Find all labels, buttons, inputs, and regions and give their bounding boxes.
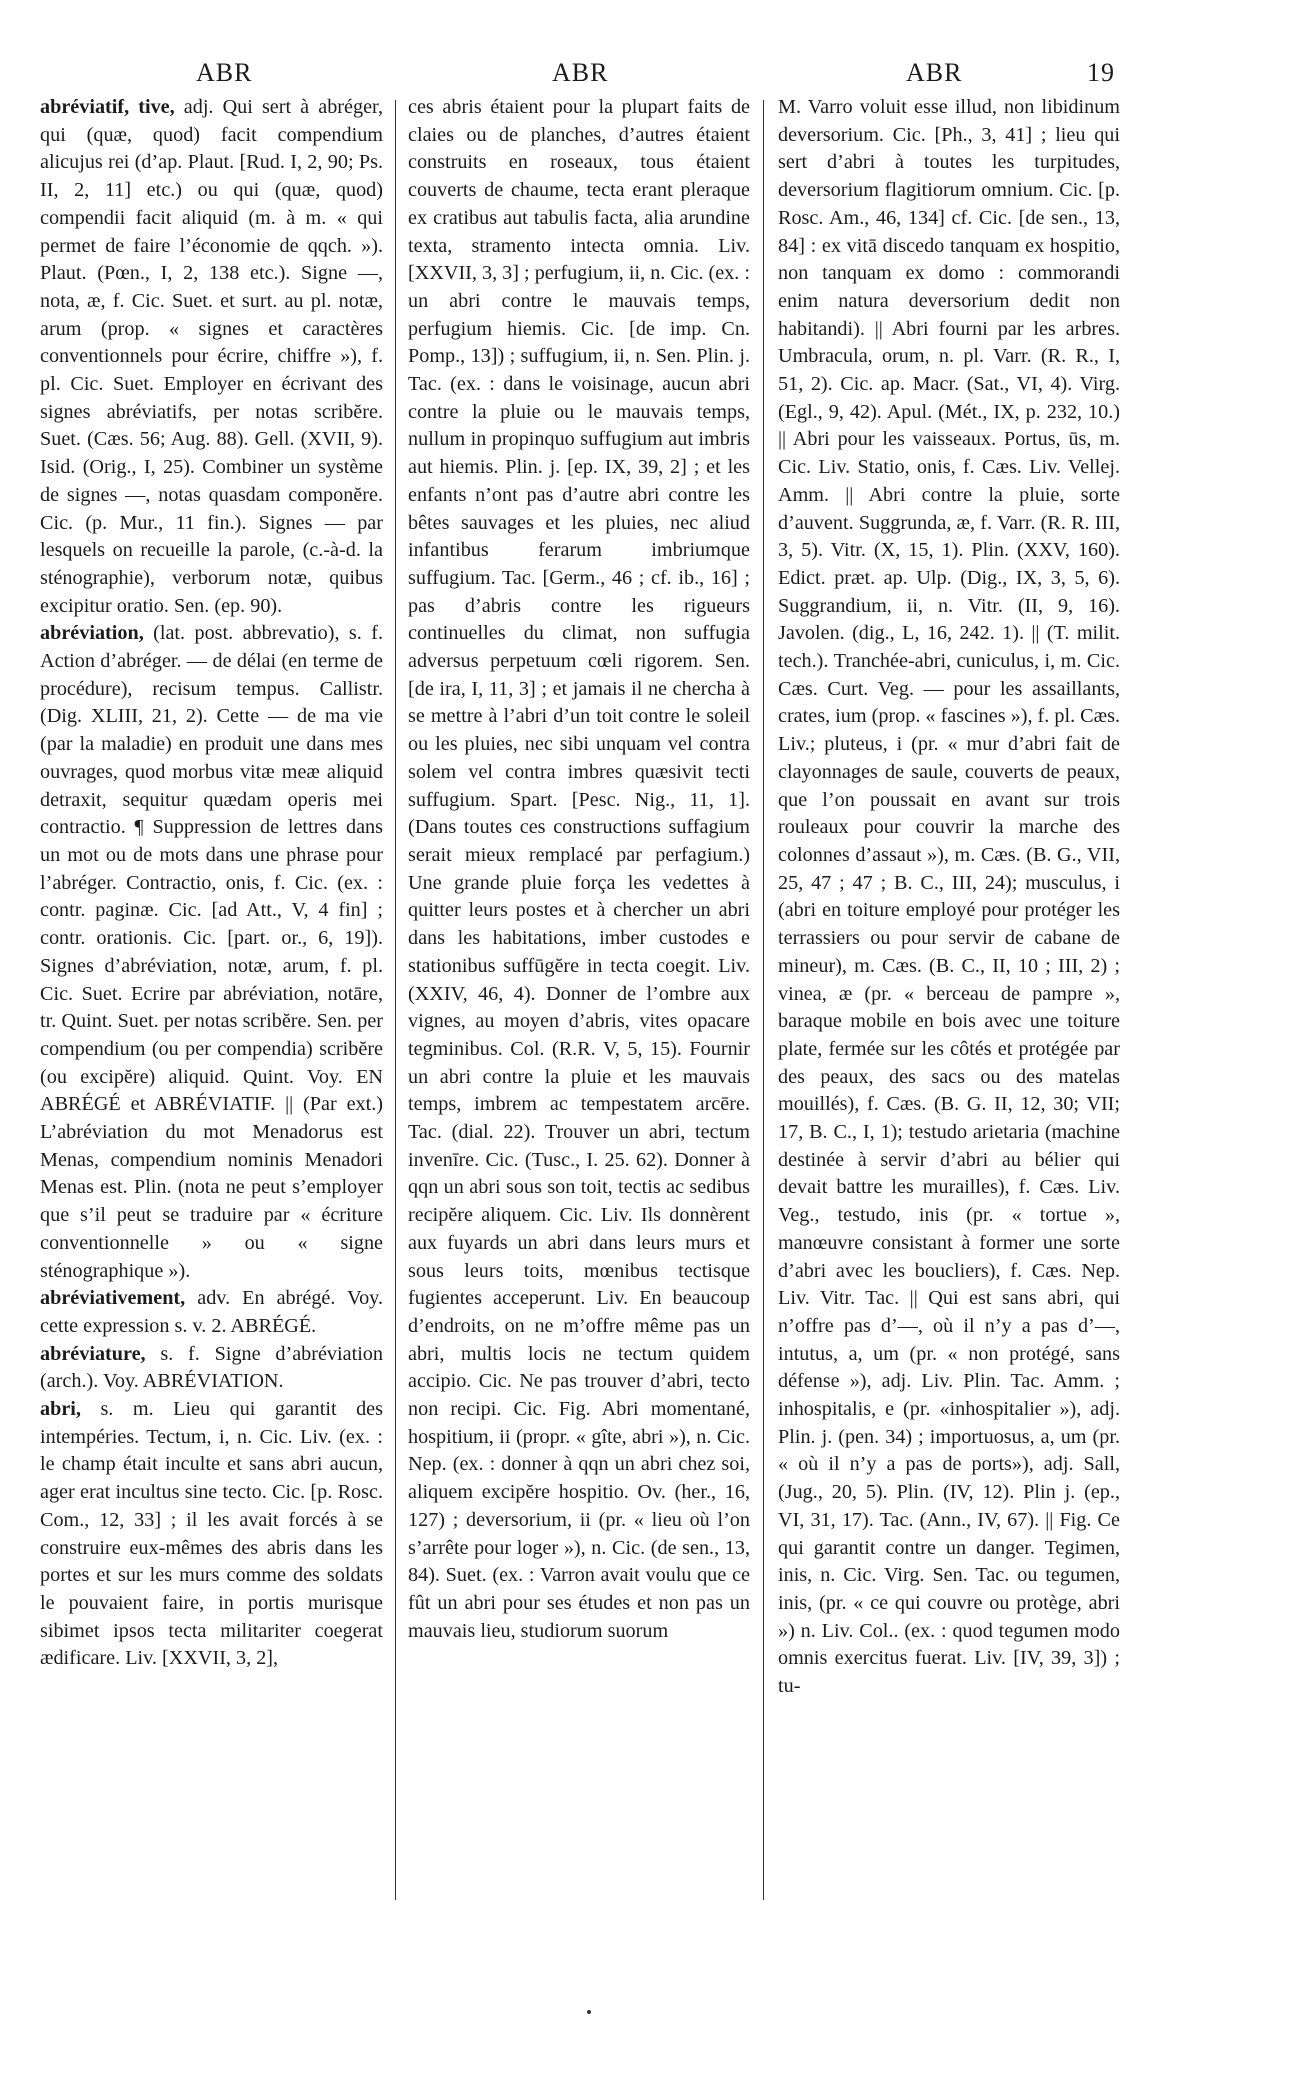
entry-headword: abréviation, <box>40 622 144 645</box>
dictionary-entry-continuation <box>778 94 1120 1701</box>
dictionary-entry <box>40 1285 383 1340</box>
page-number: 19 <box>1087 58 1115 87</box>
running-header-center: ABR <box>552 58 609 87</box>
column-rule <box>763 100 764 1900</box>
footer-dot <box>587 2010 591 2014</box>
entry-body: adj. Qui sert à abréger, qui (quæ, quod) facit compendium alicujus rei (d’ap. Plaut. [Rud. I, 2, 90; Ps. II, 2, 11] etc.) ou qui (quæ, quod) compendii facit aliquid (m. à m. « qui permet de faire l’économie de qqch. »). Plaut. (Pœn., I, 2, 138 etc.). Signe —, nota, æ, f. Cic. Suet. et surt. au pl. notæ, arum (prop. « signes et caractères conventionnels pour écrire, chiffre »), f. pl. Cic. Suet. Employer en écrivant des signes abréviatifs, per notas scribĕre. Suet. (Cæs. 56; Aug. 88). Gell. (XVII, 9). Isid. (Orig., I, 25). Combiner un système de signes —, notas quasdam componĕre. Cic. (p. Mur., 11 fin.). Signes — par lesquels on recueille la parole, (c.-à-d. la sténographie), verborum notæ, quibus excipitur oratio. Sen. (ep. 90). <box>40 96 383 617</box>
entry-headword: abréviature, <box>40 1342 146 1365</box>
column-3 <box>778 94 1120 1974</box>
entry-body: adv. En abrégé. Voy. cette expression s. v. 2. ABRÉGÉ. <box>40 1287 383 1337</box>
entry-headword: abréviatif, tive, <box>40 96 175 118</box>
entry-body: s. m. Lieu qui garantit des intempéries. Tectum, i, n. Cic. Liv. (ex. : le champ était inculte et sans abri aucun, ager erat incultus sine tecto. Cic. [p. Rosc. Com., 12, 33] ; il les avait forcés à se construire eux-mêmes des abris dans les portes et sur les murs comme des soldats le pouvaient faire, in portis murisque sibimet ipsos tecta militariter coegerat ædificare. Liv. [XXVII, 3, 2], <box>40 1398 383 1670</box>
entry-body: ces abris étaient pour la plupart faits de claies ou de planches, d’autres étaient construits en roseaux, tous étaient couverts de chaume, tecta erant pleraque ex cratibus aut tabulis facta, alia arundine texta, stramento intecta omnia. Liv. [XXVII, 3, 3] ; perfugium, ii, n. Cic. (ex. : un abri contre le mauvais temps, perfugium hiemis. Cic. [de imp. Cn. Pomp., 13]) ; suffugium, ii, n. Sen. Plin. j. Tac. (ex. : dans le voisinage, aucun abri contre la pluie ou le mauvais temps, nullum in propinquo suffugium aut imbris aut hiemis. Plin. j. [ep. IX, 39, 2] ; et les enfants n’ont pas d’autre abri contre les bêtes sauvages et les pluies, nec aliud infantibus ferarum imbriumque suffugium. Tac. [Germ., 46 ; cf. ib., 16] ; pas d’abris contre les rigueurs continuelles du climat, non suffugia adversus perpetuum cœli rigorem. Sen. [de ira, I, 11, 3] ; et jamais il ne chercha à se mettre à l’abri d’un toit contre le soleil ou les pluies, nec sibi unquam vel contra solem vel contra imbres quæsivit tecti suffugium. Spart. [Pesc. Nig., 11, 1]. (Dans toutes ces constructions suffagium serait mieux remplacé par perfagium.) Une grande pluie força les vedettes à quitter leurs postes et à chercher un abri dans les habitations, imber custodes e stationibus suffūgĕre in tecta coegit. Liv. (XXIV, 46, 4). Donner de l’ombre aux vignes, au moyen d’abris, vites opacare tegminibus. Col. (R.R. V, 5, 15). Fournir un abri contre la pluie et les mauvais temps, imbrem ac tempestatem arcēre. Tac. (dial. 22). Trouver un abri, tectum invenīre. Cic. (Tusc., I. 25. 62). Donner à qqn un abri sous son toit, tectis ac sedibus recipĕre aliquem. Cic. Liv. Ils donnèrent aux fuyards un abri dans leurs murs et sous leurs toits, mœnibus tectisque fugientes acceperunt. Liv. En beaucoup d’endroits, on ne m’offre même pas un abri, multis locis ne tectum quidem accipio. Cic. Ne pas trouver d’abri, tecto non recipi. Cic. Fig. Abri momentané, hospitium, ii (propr. « gîte, abri »), n. Cic. Nep. (ex. : donner à qqn un abri chez soi, aliquem excipĕre hospitio. Ov. (her., 16, 127) ; deversorium, ii (pr. « lieu où l’on s’arrête pour loger »), n. Cic. (de sen., 13, 84). Suet. (ex. : Varron avait voulu que ce fût un abri pour ses études et non pas un mauvais lieu, studiorum suorum <box>408 96 750 1642</box>
column-2 <box>408 94 750 1974</box>
entry-body: M. Varro voluit esse illud, non libidinum deversorium. Cic. [Ph., 3, 41] ; lieu qui sert d’abri à toutes les turpitudes, deversorium flagitiorum omnium. Cic. [p. Rosc. Am., 46, 134] cf. Cic. [de sen., 13, 84] : ex vitā discedo tanquam ex hospitio, non tanquam ex domo : commorandi enim natura deversorium dedit non habitandi). || Abri fourni par les arbres. Umbracula, orum, n. pl. Varr. (R. R., I, 51, 2). Cic. ap. Macr. (Sat., VI, 4). Virg. (Egl., 9, 42). Apul. (Mét., IX, p. 232, 10.) || Abri pour les vaisseaux. Portus, ūs, m. Cic. Liv. Statio, onis, f. Cæs. Liv. Vellej. Amm. || Abri contre la pluie, sorte d’auvent. Suggrunda, æ, f. Varr. (R. R. III, 3, 5). Vitr. (X, 15, 1). Plin. (XXV, 160). Edict. præt. ap. Ulp. (Dig., IX, 3, 5, 6). Suggrandium, ii, n. Vitr. (II, 9, 16). Javolen. (dig., L, 16, 242. 1). || (T. milit. tech.). Tranchée-abri, cuniculus, i, m. Cic. Cæs. Curt. Veg. — pour les assaillants, crates, ium (prop. « fascines »), f. pl. Cæs. Liv.; pluteus, i (pr. « mur d’abri fait de clayonnages de saule, couverts de peaux, que l’on poussait en avant sur trois rouleaux pour couvrir la marche des colonnes d’assaut »), m. Cæs. (B. G., VII, 25, 47 ; 47 ; B. C., III, 24); musculus, i (abri en toiture employé pour protéger les terrassiers ou pour servir de cabane de mineur), m. Cæs. (B. C., II, 10 ; III, 2) ; vinea, æ (pr. « berceau de pampre », baraque mobile en bois avec une toiture plate, fermée sur les côtés et protégée par des peaux, des sacs ou des matelas mouillés), f. Cæs. (B. G. II, 12, 30; VII; 17, B. C., I, 1); testudo arietaria (machine destinée à servir d’abri au bélier qui devait battre les murailles), f. Cæs. Liv. Veg., testudo, inis (pr. « tortue », manœuvre consistant à former une sorte d’abri avec les boucliers), f. Cæs. Nep. Liv. Vitr. Tac. || Qui est sans abri, qui n’offre pas d’—, où il n’y a pas d’—, intutus, a, um (pr. « non protégé, sans défense »), adj. Liv. Plin. Tac. Amm. ; inhospitalis, e (pr. «inhospitalier »), adj. Plin. j. (pen. 34) ; importuosus, a, um (pr. « où il n’y a pas de ports»), adj. Sall, (Jug., 20, 5). Plin. (IV, 12). Plin j. (ep., VI, 31, 17). Tac. (Ann., IV, 67). || Fig. Ce qui garantit contre un danger. Tegimen, inis, n. Cic. Virg. Sen. Tac. ou tegumen, inis, (pr. « ce qui couvre ou protège, abri ») n. Liv. Col.. (ex. : quod tegumen modo omnis exercitus fuerat. Liv. [IV, 39, 3]) ; tu- <box>778 96 1120 1698</box>
column-1 <box>40 94 383 1974</box>
entry-body: s. f. Signe d’abréviation (arch.). Voy. ABRÉVIATION. <box>40 1342 383 1393</box>
entry-body: (lat. post. abbrevatio), s. f. Action d’abréger. — de délai (en terme de procédure), recisum tempus. Callistr. (Dig. XLIII, 21, 2). Cette — de ma vie (par la maladie) en produit une dans mes ouvrages, quod morbus vitæ meæ aliquid detraxit, sequitur quædam operis mei contractio. ¶ Suppression de lettres dans un mot ou de mots dans une phrase pour l’abréger. Contractio, onis, f. Cic. (ex. : contr. paginæ. Cic. [ad Att., V, 4 fin] ; contr. orationis. Cic. [part. or., 6, 19]). Signes d’abréviation, notæ, arum, f. pl. Cic. Suet. Ecrire par abréviation, notāre, tr. Quint. Suet. per notas scribĕre. Sen. per compendium (ou per compendia) scribĕre (ou excipĕre) aliquid. Quint. Voy. EN ABRÉGÉ et ABRÉVIATIF. || (Par ext.) L’abréviation du mot Menadorus est Menas, compendium nominis Menadori Menas est. Plin. (nota ne peut s’employer que s’il peut se traduire par « écriture conventionnelle » ou « signe sténographique »). <box>40 622 383 1282</box>
entry-headword: abri, <box>40 1398 81 1421</box>
running-header-right: ABR <box>906 58 963 87</box>
dictionary-entry <box>40 1396 383 1673</box>
column-rule <box>395 100 396 1900</box>
dictionary-entry <box>40 620 383 1285</box>
entry-headword: abréviativement, <box>40 1287 186 1310</box>
dictionary-entry <box>40 94 383 620</box>
dictionary-entry-continuation <box>408 94 750 1645</box>
dictionary-entry <box>40 1341 383 1396</box>
running-header-left: ABR <box>196 58 253 87</box>
